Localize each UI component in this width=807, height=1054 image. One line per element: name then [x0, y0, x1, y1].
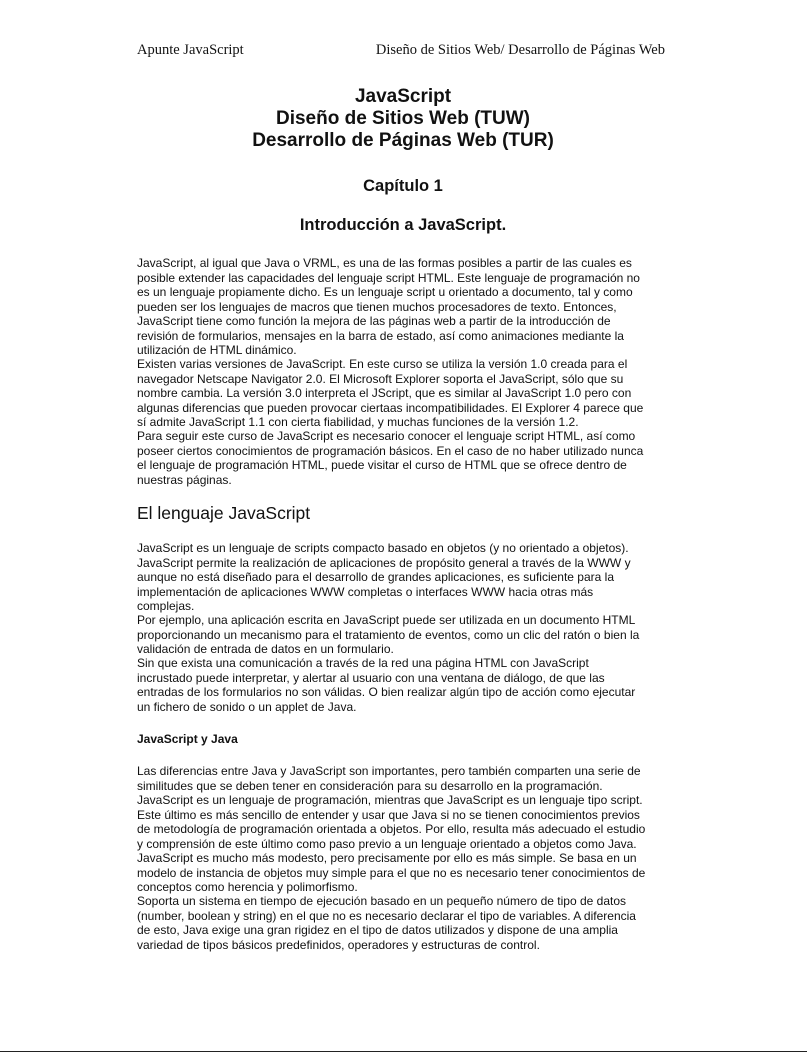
text-line: de esto, Java exige una gran rigidez en el tipo de datos utilizados y dispone de una amplia: [137, 923, 618, 937]
running-header: [137, 42, 665, 59]
text-line: JavaScript es un lenguaje de scripts compacto basado en objetos (y no orientado a objetos).: [137, 541, 629, 555]
text-line: similitudes que se deben tener en consideración para su desarrollo en la programación.: [137, 778, 603, 793]
text-line: incrustado puede interpretar, y alertar al usuario con una ventana de diálogo, de que las: [137, 670, 605, 685]
text-line: Este último es más sencillo de entender y usar que Java si no se tienen conocimientos previos: [137, 807, 640, 822]
text-line: algunas diferencias que pueden provocar ciertaas incompatibilidades. El Explorer 4 parece que: [137, 400, 644, 415]
section-heading: El lenguaje JavaScript: [137, 503, 311, 523]
text-line: Sin que exista una comunicación a través de la red una página HTML con JavaScript: [137, 656, 589, 670]
text-line: nombre cambia. La versión 3.0 interpreta el JScript, que es similar al JavaScript 1.0 pero con: [137, 386, 632, 400]
intro-paragraph-1: [137, 256, 677, 358]
text-line: un fichero de sonido o un applet de Java.: [137, 699, 357, 714]
text-line: Para seguir este curso de JavaScript es necesario conocer el lenguaje script HTML, así como: [137, 429, 636, 443]
text-line: nuestras páginas.: [137, 472, 232, 487]
text-line: JavaScript tiene como función la mejora de las páginas web a partir de la introducción de: [137, 314, 611, 328]
text-line: validación de entrada de datos en un formulario.: [137, 642, 394, 656]
text-line: entradas de los formularios no son válidas. O bien realizar algún tipo de acción como ejecutar: [137, 685, 636, 699]
subsection-paragraph-1: [137, 764, 677, 793]
text-line: implementación de aplicaciones WWW completas o interfaces WWW hacia otras más: [137, 584, 594, 599]
text-line: JavaScript es un lenguaje de programación, mientras que JavaScript es un lenguaje tipo script.: [137, 793, 643, 807]
text-line: revisión de formularios, mensajes en la barra de estado, así como animaciones mediante la: [137, 328, 624, 343]
document-title: [137, 86, 669, 152]
text-line: JavaScript, al igual que Java o VRML, es una de las formas posibles a partir de las cuales es: [137, 256, 632, 270]
text-line: Soporta un sistema en tiempo de ejecución basado en un pequeño número de tipo de datos: [137, 894, 627, 908]
subsection-paragraph-3: [137, 851, 677, 895]
intro-paragraph-2: [137, 357, 677, 430]
text-line: y comprensión de este último como paso previo a un lenguaje orientado a objetos como Java.: [137, 836, 637, 851]
text-line: proporcionando un mecanismo para el tratamiento de eventos, como un clic del ratón o bien la: [137, 627, 640, 642]
intro-title: Introducción a JavaScript.: [299, 216, 507, 234]
text-line: JavaScript permite la realización de aplicaciones de propósito general a través de la WWW y: [137, 555, 631, 570]
text-line: conceptos como herencia y polimorfismo.: [137, 880, 358, 894]
title-line-2: Diseño de Sitios Web (TUW): [275, 108, 531, 129]
intro-paragraph-3: [137, 429, 677, 487]
text-line: utilización de HTML dinámico.: [137, 343, 297, 357]
subsection-paragraph-2: [137, 793, 677, 851]
text-line: posible extender las capacidades del lenguaje script HTML. Este lenguaje de programación no: [137, 270, 640, 285]
text-line: de metodología de programación orientada a objetos. Por ello, resulta más adecuado el estudio: [137, 822, 646, 836]
section-paragraph-1: [137, 541, 677, 614]
text-line: es un lenguaje propiamente dicho. Es un lenguaje script u orientado a documento, tal y como: [137, 285, 633, 299]
title-line-1: JavaScript: [354, 86, 452, 107]
text-line: Existen varias versiones de JavaScript. En este curso se utiliza la versión 1.0 creada para el: [137, 357, 628, 371]
section-paragraph-2: [137, 613, 677, 657]
text-line: navegador Netscape Navigator 2.0. El Microsoft Explorer soporta el JavaScript, sólo que su: [137, 371, 624, 386]
text-line: variedad de tipos básicos predefinidos, operadores y estructuras de control.: [137, 937, 540, 952]
subsection-paragraph-4: [137, 894, 677, 952]
text-line: complejas.: [137, 599, 195, 613]
running-header-left: Apunte JavaScript: [137, 42, 244, 58]
section-paragraph-3: [137, 656, 677, 714]
title-line-3: Desarrollo de Páginas Web (TUR): [252, 130, 554, 151]
text-line: modelo de instancia de objetos muy simple para el que no es necesario tener conocimientos de: [137, 865, 646, 880]
text-line: poseer ciertos conocimientos de programación básicos. En el caso de no haber utilizado nunca: [137, 443, 644, 458]
text-line: sí admite JavaScript 1.1 con cierta fiabilidad, y muchas funciones de la versión 1.2.: [137, 415, 579, 429]
text-line: Por ejemplo, una aplicación escrita en JavaScript puede ser utilizada en un documento HTML: [137, 613, 636, 627]
text-line: (number, boolean y string) en el que no es necesario declarar el tipo de variables. A diferencia: [137, 908, 636, 923]
text-line: Las diferencias entre Java y JavaScript son importantes, pero también comparten una serie de: [137, 764, 641, 778]
text-line: el lenguaje de programación HTML, puede visitar el curso de HTML que se ofrece dentro de: [137, 458, 627, 472]
page-bottom-divider: [0, 1051, 807, 1052]
text-line: pueden ser los lenguajes de macros que tienen muchos procesadores de texto. Entonces,: [137, 299, 617, 314]
chapter-heading: Capítulo 1: [363, 177, 443, 195]
running-header-right: Diseño de Sitios Web/ Desarrollo de Páginas Web: [375, 42, 665, 58]
subsection-heading: JavaScript y Java: [137, 732, 238, 746]
text-line: JavaScript es mucho más modesto, pero precisamente por ello es más simple. Se basa en un: [137, 851, 637, 865]
text-line: aunque no está diseñado para el desarrollo de grandes aplicaciones, es suficiente para la: [137, 570, 614, 584]
